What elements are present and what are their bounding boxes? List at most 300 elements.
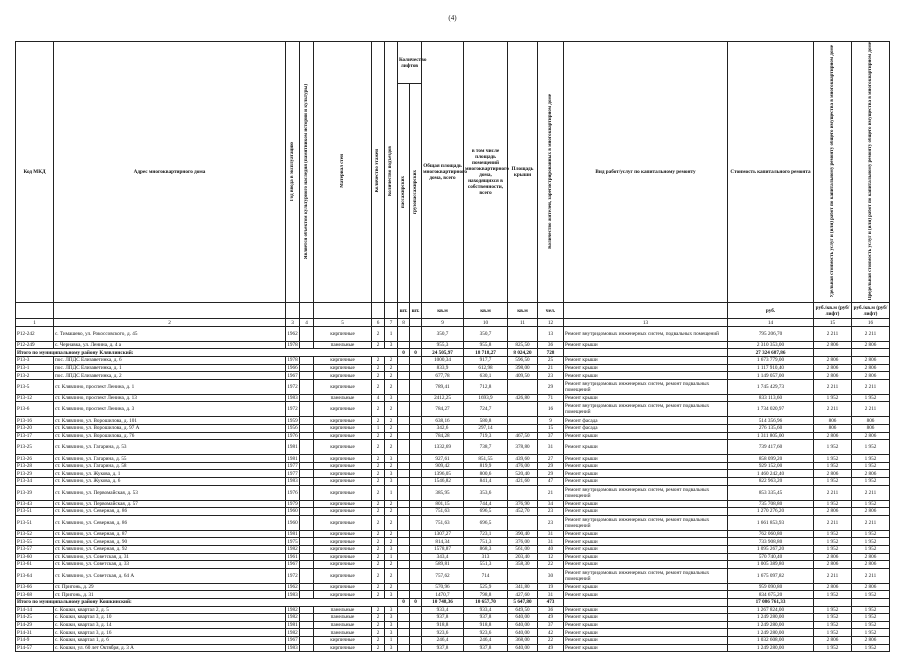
area-own-cell: 719,3 (464, 432, 508, 440)
wall-material-cell: кирпичные (314, 644, 372, 652)
residents-cell: 29 (538, 470, 564, 478)
unit-cost-cell: 1 952 (814, 440, 852, 455)
address-cell: ст. Клявлино, ул. Ворошилова, д. 76 (54, 432, 286, 440)
lifts-cargo-cell (410, 644, 422, 652)
table-row (16, 432, 890, 440)
address-cell: с. Кошки, квартал 1, д. 6 (54, 636, 286, 644)
work-type-cell: Ремонт фасада (564, 425, 728, 433)
residents-cell: 23 (538, 372, 564, 380)
col-number: 14 (728, 319, 814, 327)
lifts-cargo-cell (410, 508, 422, 516)
header-max-cost: Предельная стоимость услуг и (или) работ по капитальному ремонту общего имущества в многоквартирном доме (867, 42, 873, 301)
work-type-cell: Ремонт крыши (564, 364, 728, 372)
work-type-cell: Ремонт крыши (564, 561, 728, 569)
lifts-pass-cell (398, 326, 410, 341)
address-cell: с. Чернавка, ул. Ленина, д. 4 а (54, 341, 286, 349)
col-number: 10 (464, 319, 508, 327)
area-total-cell: 677,78 (422, 372, 464, 380)
heritage-cell (300, 364, 314, 372)
mkd-code: Р13-29 (16, 470, 54, 478)
year-cell: 1956 (287, 425, 298, 432)
residents-cell: 29 (538, 379, 564, 394)
floors-cell: 2 (372, 553, 385, 561)
cost-cell: 276 135,60 (728, 425, 814, 433)
entrances-cell: 2 (385, 568, 398, 583)
entrances-cell: 3 (385, 629, 398, 637)
table-row (16, 568, 890, 583)
lifts-cargo-cell (410, 621, 422, 629)
lifts-pass-cell (398, 440, 410, 455)
header-entrances: Количество подъездов (388, 146, 393, 197)
floors-cell: 2 (372, 485, 385, 500)
header-heritage: Является объектом культурного наследия (памятником истории и культуры) (303, 83, 309, 259)
work-type-cell: Ремонт крыши (564, 644, 728, 652)
floors-cell: 2 (372, 417, 385, 425)
work-type-cell: Ремонт внутридомовых инженерных систем, ремонт подвальных помещений (564, 515, 728, 530)
mkd-code: Р13-17 (16, 432, 54, 440)
year-cell: 1962 (287, 584, 298, 591)
wall-material-cell: кирпичные (314, 538, 372, 546)
address-cell: с. Кошки, квартал 3, д. 14 (54, 621, 286, 629)
heritage-cell (300, 417, 314, 425)
work-type-cell: Ремонт крыши (564, 394, 728, 402)
mkd-code: Р13-3 (16, 357, 54, 365)
residents-cell: 13 (538, 326, 564, 341)
area-own-cell: 937,8 (464, 614, 508, 622)
roof-area-cell (508, 485, 538, 500)
table-row (16, 606, 890, 614)
roof-area-cell: 426,80 (508, 394, 538, 402)
year-cell: 1981 (286, 440, 300, 455)
address-cell: ст. Клявлино, ул. Жукова, д. 6 (54, 478, 286, 486)
entrances-cell: 2 (385, 417, 398, 425)
address-cell: ст. Клявлино, ул. Жукова, д. 1 (54, 470, 286, 478)
cost-cell: 1 673 779,00 (728, 357, 814, 365)
roof-area-cell: 640,00 (508, 621, 538, 629)
total-roof-area: 5 647,80 (508, 598, 538, 606)
lifts-pass-cell (398, 341, 410, 349)
unit-cost-cell: 2 806 (814, 470, 852, 478)
area-total-cell: 589,81 (422, 561, 464, 569)
lifts-cargo-cell (410, 326, 422, 341)
heritage-cell (300, 470, 314, 478)
unit-cost-cell: 1 952 (814, 644, 852, 652)
lifts-cargo-cell (410, 402, 422, 417)
lifts-cargo-cell (410, 364, 422, 372)
table-row (16, 326, 890, 341)
year-cell: 1959 (287, 417, 298, 424)
cost-cell: 1 267 824,00 (728, 606, 814, 614)
cost-cell: 735 708,80 (728, 500, 814, 508)
year-cell: 1982 (287, 606, 298, 613)
table-row (16, 425, 890, 433)
address-cell: ст. Клявлино, ул. Советская, д. 64 А (54, 568, 286, 583)
year-cell: 1967 (287, 637, 298, 644)
roof-area-cell (508, 417, 538, 425)
work-type-cell: Ремонт крыши (564, 606, 728, 614)
area-own-cell: 1693,9 (464, 394, 508, 402)
area-own-cell: 800,6 (464, 470, 508, 478)
empty-cell (814, 349, 852, 357)
address-cell: ст. Клявлино, ул. Северная, д. 87 (54, 530, 286, 538)
mkd-code: Р13-6 (16, 402, 54, 417)
year-cell: 1972 (286, 402, 300, 417)
table-row (16, 553, 890, 561)
work-type-cell: Ремонт крыши (564, 538, 728, 546)
area-total-cell: 343,4 (422, 553, 464, 561)
area-total-cell: 927,61 (422, 455, 464, 463)
heritage-cell (300, 425, 314, 433)
area-own-cell: 723,1 (464, 530, 508, 538)
unit-cost-cell: 1 952 (814, 621, 852, 629)
floors-cell: 2 (372, 636, 385, 644)
header-lifts-cargo: грузопассажирских (412, 170, 418, 215)
area-total-cell: 784,28 (422, 432, 464, 440)
mkd-code: Р13-12 (16, 394, 54, 402)
mkd-code: Р13-34 (16, 478, 54, 486)
residents-cell: 9 (538, 417, 564, 425)
total-lifts-cargo: 0 (410, 349, 422, 357)
floors-cell: 2 (372, 478, 385, 486)
year-cell: 1982 (287, 614, 298, 621)
col-number: 4 (300, 319, 314, 327)
address-cell: ст. Клявлино, ул. Гагарина, д. 58 (54, 462, 286, 470)
address-cell: ст. Клявлино, ул. Советская, д. 33 (54, 561, 286, 569)
lifts-pass-cell (398, 357, 410, 365)
floors-cell: 2 (372, 440, 385, 455)
roof-area-cell: 398,00 (508, 364, 538, 372)
mkd-code: Р13-5 (16, 379, 54, 394)
year-cell: 1978 (287, 342, 298, 349)
col-number: 16 (852, 319, 890, 327)
area-own-cell: 297,14 (464, 425, 508, 433)
address-cell: с. Кошки, ул. 60 лет Октября, д. 3 А (54, 644, 286, 652)
floors-cell: 2 (372, 629, 385, 637)
unit-cost-cell: 2 211 (814, 515, 852, 530)
entrances-cell: 3 (385, 621, 398, 629)
lifts-pass-cell (398, 629, 410, 637)
area-own-cell: 751,3 (464, 538, 508, 546)
mkd-code: Р14-9 (16, 636, 54, 644)
max-cost-cell: 1 952 (852, 591, 890, 599)
total-lifts-pass: 0 (398, 349, 410, 357)
table-row (16, 629, 890, 637)
roof-area-cell (508, 379, 538, 394)
floors-cell: 2 (372, 372, 385, 380)
entrances-cell: 2 (385, 379, 398, 394)
area-total-cell: 814,34 (422, 538, 464, 546)
unit-cost-cell: 2 806 (814, 372, 852, 380)
residents-cell: 31 (538, 591, 564, 599)
total-lifts-pass: 0 (398, 598, 410, 606)
header-year: Год ввода в эксплуатацию (289, 141, 295, 201)
district-total-row (16, 349, 890, 357)
roof-area-cell: 439,60 (508, 455, 538, 463)
area-own-cell: 525,9 (464, 583, 508, 591)
entrances-cell: 2 (385, 583, 398, 591)
address-cell: ст. Пригонь, д. 29 (54, 583, 286, 591)
floors-cell: 2 (372, 644, 385, 652)
cost-cell: 959 090,80 (728, 583, 814, 591)
unit-cost-cell: 2 211 (814, 485, 852, 500)
entrances-cell: 2 (385, 364, 398, 372)
area-own-cell: 933,4 (464, 606, 508, 614)
lifts-cargo-cell (410, 394, 422, 402)
lifts-cargo-cell (410, 606, 422, 614)
floors-cell: 2 (372, 462, 385, 470)
year-cell: 1972 (286, 568, 300, 583)
lifts-pass-cell (398, 500, 410, 508)
floors-cell: 2 (372, 515, 385, 530)
unit-cost-cell: 2 806 (814, 357, 852, 365)
table-row (16, 379, 890, 394)
area-own-cell: 738,7 (464, 440, 508, 455)
area-total-cell: 1332,69 (422, 440, 464, 455)
residents-cell: 12 (538, 553, 564, 561)
col-number: 9 (422, 319, 464, 327)
lifts-pass-cell (398, 636, 410, 644)
year-cell: 1961 (287, 553, 298, 560)
wall-material-cell: кирпичные (314, 583, 372, 591)
entrances-cell: 2 (385, 425, 398, 433)
area-total-cell: 385,95 (422, 485, 464, 500)
table-row (16, 515, 890, 530)
cost-cell: 1 095 267,20 (728, 545, 814, 553)
unit-cost-cell: 1 952 (814, 530, 852, 538)
entrances-cell: 2 (385, 462, 398, 470)
area-total-cell: 2412,25 (422, 394, 464, 402)
col-number: 15 (814, 319, 852, 327)
mkd-code: Р13-60 (16, 553, 54, 561)
floors-cell: 2 (372, 379, 385, 394)
table-row (16, 394, 890, 402)
unit-cost-cell: 1 952 (814, 455, 852, 463)
work-type-cell: Ремонт крыши (564, 455, 728, 463)
wall-material-cell: кирпичные (314, 455, 372, 463)
unit-lp: шт. (398, 303, 410, 319)
residents-cell: 49 (538, 644, 564, 652)
cost-cell: 1 149 057,00 (728, 372, 814, 380)
roof-area-cell: 476,00 (508, 462, 538, 470)
heritage-cell (300, 606, 314, 614)
max-cost-cell: 1 952 (852, 538, 890, 546)
max-cost-cell: 2 806 (852, 583, 890, 591)
unit-at: кв.м (422, 303, 464, 319)
wall-material-cell: панельные (314, 394, 372, 402)
entrances-cell: 2 (385, 538, 398, 546)
work-type-cell: Ремонт крыши (564, 545, 728, 553)
floors-cell: 2 (372, 508, 385, 516)
roof-area-cell: 390,40 (508, 530, 538, 538)
residents-cell: 31 (538, 530, 564, 538)
roof-area-cell: 649,50 (508, 606, 538, 614)
col-number: 3 (286, 319, 300, 327)
unit-cost-cell: 2 211 (814, 379, 852, 394)
lifts-pass-cell (398, 455, 410, 463)
lifts-pass-cell (398, 591, 410, 599)
area-own-cell: 696,5 (464, 515, 508, 530)
max-cost-cell: 806 (852, 425, 890, 433)
cost-cell: 1 005 389,80 (728, 561, 814, 569)
wall-material-cell: панельные (314, 621, 372, 629)
area-total-cell: 570,96 (422, 583, 464, 591)
mkd-code: Р14-25 (16, 614, 54, 622)
col-number: 8 (398, 319, 410, 327)
address-cell: ст. Клявлино, ул. Северная, д. 86 (54, 508, 286, 516)
lifts-pass-cell (398, 364, 410, 372)
lifts-cargo-cell (410, 485, 422, 500)
floors-cell: 2 (372, 568, 385, 583)
max-cost-cell: 1 952 (852, 644, 890, 652)
lifts-pass-cell (398, 538, 410, 546)
wall-material-cell: кирпичные (314, 417, 372, 425)
wall-material-cell: кирпичные (314, 440, 372, 455)
year-cell: 1979 (287, 500, 298, 507)
area-own-cell: 918,8 (464, 621, 508, 629)
table-row (16, 583, 890, 591)
roof-area-cell: 596,50 (508, 357, 538, 365)
mkd-code: Р12-249 (16, 341, 54, 349)
area-total-cell: 833,9 (422, 364, 464, 372)
cost-cell: 833 113,60 (728, 394, 814, 402)
cost-cell: 1 249 280,00 (728, 629, 814, 637)
lifts-cargo-cell (410, 425, 422, 433)
mkd-code: Р13-55 (16, 538, 54, 546)
total-area: 24 505,97 (422, 349, 464, 357)
lifts-pass-cell (398, 372, 410, 380)
cost-cell: 1 745 429,73 (728, 379, 814, 394)
table-row (16, 470, 890, 478)
wall-material-cell: кирпичные (314, 372, 372, 380)
unit-uc: руб./кв.м (руб/лифт) (814, 303, 852, 319)
cost-cell: 1 270 276,20 (728, 508, 814, 516)
entrances-cell: 2 (385, 402, 398, 417)
unit-cost-cell: 1 952 (814, 478, 852, 486)
unit-cost-cell: 1 952 (814, 500, 852, 508)
max-cost-cell: 1 952 (852, 606, 890, 614)
cost-cell: 1 311 805,00 (728, 432, 814, 440)
wall-material-cell: кирпичные (314, 462, 372, 470)
lifts-cargo-cell (410, 561, 422, 569)
work-type-cell: Ремонт крыши (564, 530, 728, 538)
mkd-code: Р13-61 (16, 561, 54, 569)
max-cost-cell: 2 806 (852, 553, 890, 561)
cost-cell: 739 417,60 (728, 440, 814, 455)
work-type-cell: Ремонт крыши (564, 462, 728, 470)
work-type-cell: Ремонт внутридомовых инженерных систем, подвальных помещений (564, 326, 728, 341)
unit-cost-cell: 2 806 (814, 364, 852, 372)
entrances-cell: 1 (385, 485, 398, 500)
entrances-cell: 3 (385, 606, 398, 614)
year-cell: 1977 (287, 463, 298, 470)
area-own-cell: 744,4 (464, 500, 508, 508)
empty-cell (564, 598, 728, 606)
col-number: 6 (372, 319, 385, 327)
area-total-cell: 789,41 (422, 379, 464, 394)
residents-cell: 49 (538, 614, 564, 622)
floors-cell: 2 (372, 326, 385, 341)
year-cell: 1981 (287, 531, 298, 538)
mkd-code: Р13-1 (16, 364, 54, 372)
address-cell: ст. Клявлино, ул. Ворошилова, д. 97 А (54, 425, 286, 433)
area-own-cell: 630,1 (464, 372, 508, 380)
unit-cost-cell: 2 806 (814, 432, 852, 440)
mkd-code: Р13-51 (16, 508, 54, 516)
unit-cost-cell: 1 952 (814, 394, 852, 402)
roof-area-cell: 376,90 (508, 500, 538, 508)
entrances-cell: 2 (385, 440, 398, 455)
heritage-cell (300, 591, 314, 599)
residents-cell: 21 (538, 485, 564, 500)
residents-cell: 71 (538, 394, 564, 402)
header-floors: Количество этажей (375, 149, 380, 193)
wall-material-cell: кирпичные (314, 402, 372, 417)
entrances-cell: 1 (385, 636, 398, 644)
wall-material-cell: кирпичные (314, 568, 372, 583)
year-cell: 1960 (286, 515, 300, 530)
header-roof-area: Площадь крыши (508, 42, 538, 303)
unit-cost-cell: 1 952 (814, 629, 852, 637)
lifts-cargo-cell (410, 583, 422, 591)
col-number: 1 (16, 319, 54, 327)
area-own-cell: 612,98 (464, 364, 508, 372)
heritage-cell (300, 515, 314, 530)
mkd-code: Р13-25 (16, 440, 54, 455)
max-cost-cell: 2 806 (852, 372, 890, 380)
residents-cell: 30 (538, 568, 564, 583)
lifts-cargo-cell (410, 440, 422, 455)
work-type-cell: Ремонт фасада (564, 417, 728, 425)
heritage-cell (300, 440, 314, 455)
table-row (16, 561, 890, 569)
residents-cell: 23 (538, 508, 564, 516)
mkd-code: Р14-14 (16, 606, 54, 614)
unit-cost-cell: 1 952 (814, 591, 852, 599)
year-cell: 1983 (287, 644, 298, 651)
lifts-pass-cell (398, 621, 410, 629)
max-cost-cell: 2 806 (852, 508, 890, 516)
unit-ra: кв.м (508, 303, 538, 319)
unit-mc: руб./кв.м (руб/лифт) (852, 303, 890, 319)
area-own-cell: 712,8 (464, 379, 508, 394)
mkd-code: Р13-43 (16, 500, 54, 508)
heritage-cell (300, 500, 314, 508)
work-type-cell: Ремонт крыши (564, 470, 728, 478)
roof-area-cell: 368,00 (508, 636, 538, 644)
lifts-cargo-cell (410, 530, 422, 538)
heritage-cell (300, 545, 314, 553)
roof-area-cell: 203,40 (508, 553, 538, 561)
cost-cell: 2 310 353,00 (728, 341, 814, 349)
lifts-pass-cell (398, 432, 410, 440)
lifts-pass-cell (398, 425, 410, 433)
year-cell: 1981 (287, 622, 298, 629)
cost-cell: 1 675 097,82 (728, 568, 814, 583)
wall-material-cell: кирпичные (314, 364, 372, 372)
heritage-cell (300, 372, 314, 380)
lifts-pass-cell (398, 394, 410, 402)
max-cost-cell: 2 211 (852, 379, 890, 394)
year-cell: 1983 (287, 395, 298, 402)
area-own-cell: 841,4 (464, 478, 508, 486)
work-type-cell: Ремонт крыши (564, 440, 728, 455)
entrances-cell: 3 (385, 478, 398, 486)
area-own-cell: 696,5 (464, 508, 508, 516)
residents-cell: 29 (538, 462, 564, 470)
lifts-cargo-cell (410, 470, 422, 478)
header-area-total: Общая площадь многоквартирного дома, всего (422, 42, 464, 303)
residents-cell: 31 (538, 440, 564, 455)
